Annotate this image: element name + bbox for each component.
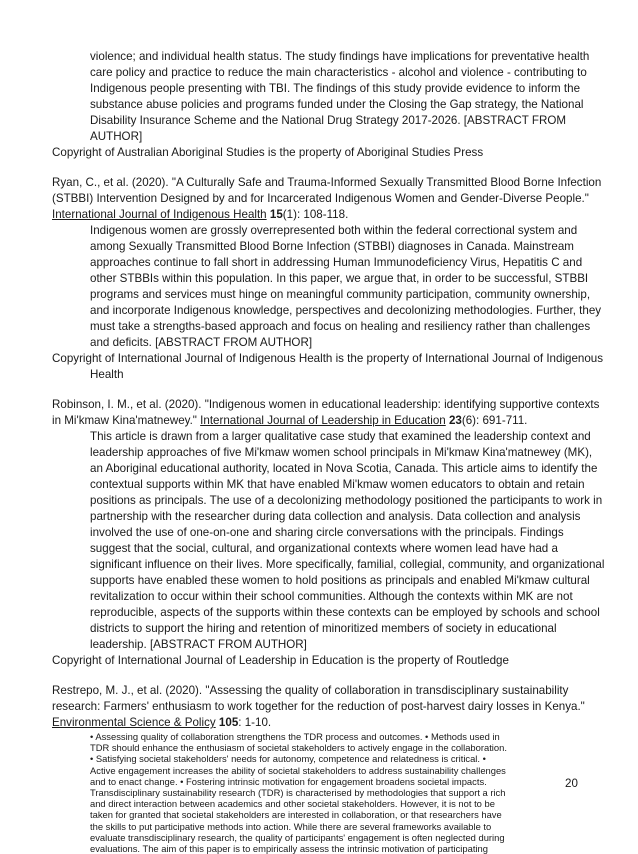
- abstract-line: the skills to put participative methods into action. While there are several frameworks available to: [90, 820, 492, 832]
- issue-pages: (6): 691-711.: [461, 414, 528, 427]
- abstract-line: evaluate transdisciplinary research, the quality of participants' engagement is often neglected during: [90, 831, 505, 843]
- abstract-line: Indigenous people presenting with TBI. The findings of this study provide evidence to inform the: [90, 82, 581, 95]
- abstract-line: AUTHOR]: [90, 130, 143, 143]
- citation-line: research: Farmers' enthusiasm to work together for the reduction of post-harvest dairy losses in Kenya.": [52, 700, 585, 713]
- abstract-line: and to enact change. • Fostering intrinsic motivation for engagement broadens societal impacts.: [90, 775, 487, 787]
- journal-link[interactable]: International Journal of Leadership in Education: [200, 414, 446, 427]
- abstract-line: must take a strengths-based approach and focus on healing and resiliency rather than challenges: [90, 320, 591, 333]
- abstract-line: • Satisfying societal stakeholders' needs for autonomy, competence and relatedness is critical. •: [90, 753, 486, 765]
- abstract-line: violence; and individual health status. The study findings have implications for preventative health: [90, 50, 590, 63]
- abstract-line: positions as principals. The use of a decolonizing methodology positioned the participants to work in: [90, 494, 603, 507]
- citation-line: Ryan, C., et al. (2020). "A Culturally Safe and Trauma-Informed Sexually Transmitted Blood Borne Infection: [52, 176, 602, 189]
- abstract-line: and incorporate Indigenous knowledge, perspectives and decolonizing methodologies. Further, they: [90, 304, 602, 317]
- citation-line: (STBBI) Intervention Designed by and for Incarcerated Indigenous Women and Gender-Diverse People.": [52, 192, 589, 205]
- abstract-line: Disability Insurance Scheme and the National Drug Strategy 2017-2026. [ABSTRACT FROM: [90, 114, 566, 127]
- abstract-line: an Aboriginal educational authority, located in Nova Scotia, Canada. This article aims to identify the: [90, 462, 598, 475]
- abstract-line: approaches continue to fall short in addressing Human Immunodeficiency Virus, Hepatitis C and: [90, 256, 583, 269]
- citation-source: [52, 207, 348, 223]
- abstract-line: • Assessing quality of collaboration strengthens the TDR process and outcomes. • Methods used in: [90, 731, 500, 742]
- abstract-line: reproducible, aspects of the supports within these contexts can be employed by schools and school: [90, 606, 600, 619]
- journal-link[interactable]: Environmental Science & Policy: [52, 716, 216, 729]
- abstract-line: care policy and practice to reduce the main characteristics - alcohol and violence - contributing to: [90, 66, 587, 79]
- abstract-line: This article is drawn from a larger qualitative case study that examined the leadership context and: [90, 430, 591, 443]
- abstract-line: leadership approaches of five Mi'kmaw women school principals in Mi'kmaw Kina'matnewey (MK),: [90, 446, 593, 459]
- abstract-line: supports have enabled these women to hold positions as principals and enabled Mi'kmaw cultural: [90, 574, 590, 587]
- issue-pages: : 1-10.: [238, 716, 272, 729]
- citation-source: [52, 413, 527, 429]
- volume: 105: [218, 716, 239, 729]
- abstract-line: districts to support the hiring and retention of minoritized members of society in educational: [90, 622, 557, 635]
- abstract-line: Indigenous women are grossly overrepresented both within the federal correctional system and: [90, 224, 578, 237]
- abstract-line: TDR should enhance the enthusiasm of societal stakeholders to actively engage in the collaboration.: [90, 742, 507, 754]
- copyright-line: Copyright of Australian Aboriginal Studies is the property of Aboriginal Studies Press: [52, 146, 484, 159]
- abstract-line: partnership with the researcher during data collection and analysis. Data collection and analysis: [90, 510, 581, 523]
- copyright-line: Health: [90, 368, 124, 381]
- citation-source: [52, 715, 271, 731]
- copyright-line: Copyright of International Journal of Leadership in Education is the property of Routledge: [52, 654, 509, 667]
- abstract-line: Transdisciplinary sustainability research (TDR) is characterised by methodologies that support a rich: [90, 787, 506, 798]
- page-number: 20: [565, 777, 578, 790]
- abstract-line: other STBBIs within this population. In this paper, we argue that, in order to be successful, STBBI: [90, 272, 589, 285]
- issue-pages: (1): 108-118.: [282, 208, 349, 221]
- abstract-line: and deficits. [ABSTRACT FROM AUTHOR]: [90, 336, 313, 349]
- abstract-line: revitalization to occur within their school communities. Although the contexts within MK are not: [90, 590, 573, 603]
- abstract-line: contextual supports within MK that have enabled Mi'kmaw women educators to obtain and retain: [90, 478, 585, 491]
- citation-line: Restrepo, M. J., et al. (2020). "Assessing the quality of collaboration in transdisciplinary sustainability: [52, 684, 569, 697]
- journal-link[interactable]: International Journal of Indigenous Health: [52, 208, 267, 221]
- abstract-line: and direct interaction between academics and other societal stakeholders. However, it is not to be: [90, 798, 495, 810]
- abstract-line: suggest that the social, cultural, and organizational contexts where women lead have had a: [90, 542, 558, 555]
- volume: 15: [269, 208, 283, 221]
- abstract-line: among Sexually Transmitted Blood Borne Infection (STBBI) diagnoses in Canada. Mainstream: [90, 240, 574, 253]
- citation-line: in Mi'kmaw Kina'matnewey.": [52, 414, 201, 427]
- abstract-line: substance abuse policies and programs funded under the Closing the Gap strategy, the National: [90, 98, 584, 111]
- abstract-line: taken for granted that societal stakeholders are interested in collaboration, or that researchers have: [90, 809, 502, 821]
- abstract-line: programs and services must hinge on meaningful community participation, community ownership,: [90, 288, 591, 301]
- abstract-line: involved the use of one-on-one and sharing circle conversations with the principals. Findings: [90, 526, 564, 539]
- citation-line: Robinson, I. M., et al. (2020). "Indigenous women in educational leadership: identifying supportive contexts: [52, 398, 600, 411]
- volume: 23: [448, 414, 462, 427]
- abstract-line: significant influence on their lives. More specifically, familial, collegial, community, and organizational: [90, 558, 605, 571]
- copyright-line: Copyright of International Journal of Indigenous Health is the property of International Journal of Indigenous: [52, 352, 604, 365]
- abstract-line: Active engagement increases the ability of societal stakeholders to address sustainability challenges: [90, 764, 506, 776]
- abstract-line: leadership. [ABSTRACT FROM AUTHOR]: [90, 638, 307, 651]
- abstract-line: evaluations. The aim of this paper is to empirically assess the intrinsic motivation of participating: [90, 843, 488, 854]
